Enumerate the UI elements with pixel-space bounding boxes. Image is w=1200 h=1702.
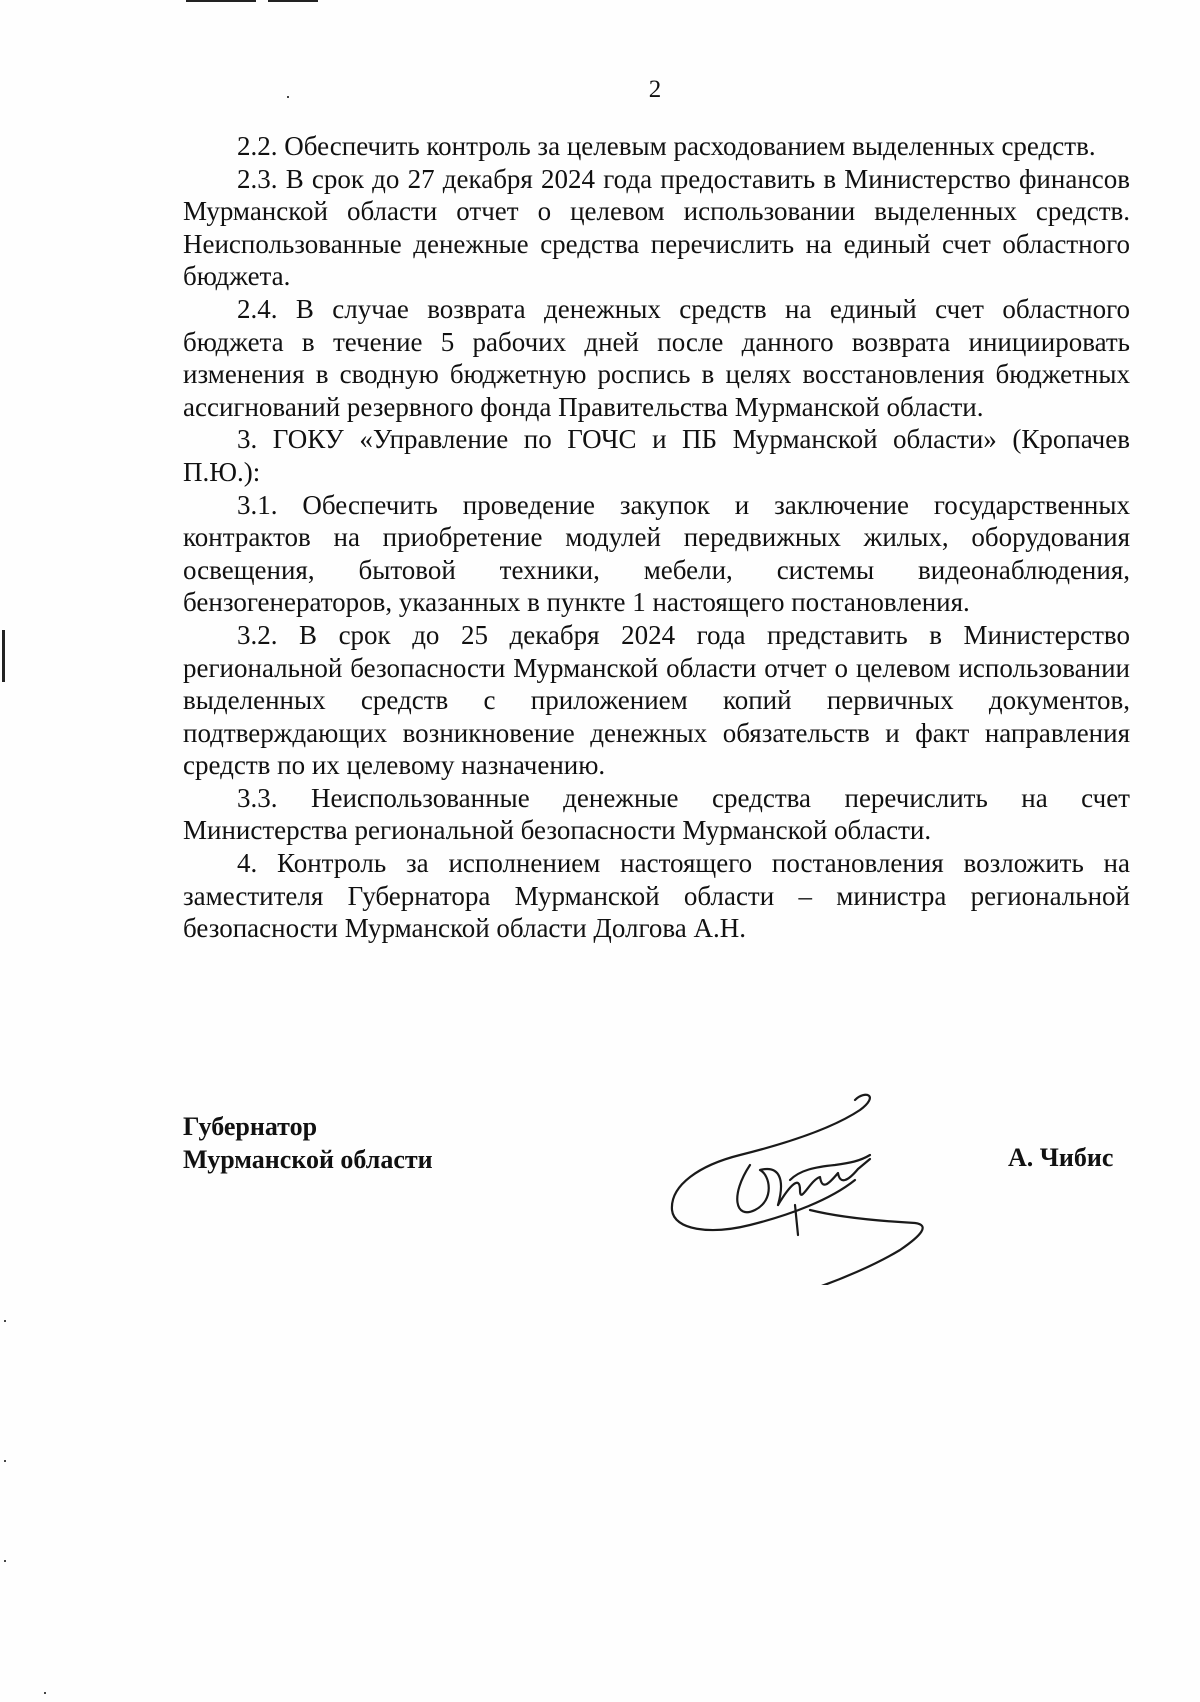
document-body (183, 130, 1130, 945)
paragraph-2-2: 2.2. Обеспечить контроль за целевым расходованием выделенных средств. (237, 131, 1096, 161)
scan-artifact-dot (4, 1320, 6, 1322)
paragraph-3: 3. ГОКУ «Управление по ГОЧС и ПБ Мурманской области» (Кропачев П.Ю.): (183, 424, 1130, 487)
scan-artifact-line (186, 0, 256, 2)
paragraph-3-3: 3.3. Неиспользованные денежные средства перечислить на счет Министерства региональной безопасности Мурманской области. (183, 782, 1130, 846)
scan-artifact-line (268, 0, 318, 2)
signatory-title: Губернатор (183, 1112, 318, 1141)
handwritten-signature (660, 1085, 950, 1285)
scan-artifact-bar (2, 630, 5, 682)
paragraph-2-3: 2.3. В срок до 27 декабря 2024 года предоставить в Министерство финансов Мурманской области отчет о целевом использовании выделенных средств. Неиспользованные денежные средства перечислить на единый счет областного бюджета. (183, 163, 1130, 292)
scan-artifact-dot (44, 1692, 46, 1694)
signatory-region: Мурманской области (183, 1145, 433, 1174)
paragraph-4: 4. Контроль за исполнением настоящего постановления возложить на заместителя Губернатора Мурманской области – министра региональной безопасности Мурманской области Долгова А.Н. (183, 848, 1130, 944)
paragraph-2-4: 2.4. В случае возврата денежных средств на единый счет областного бюджета в течение 5 рабочих дней после данного возврата инициировать изменения в сводную бюджетную роспись в целях восстановления бюджетных ассигнований резервного фонда Правительства Мурманской области. (183, 293, 1130, 422)
scan-artifact-dot (4, 1460, 6, 1462)
signatory-name: А. Чибис (1008, 1143, 1114, 1172)
signatory-position (183, 1110, 433, 1176)
scan-artifact-dot (4, 1560, 6, 1562)
paragraph-3-1: 3.1. Обеспечить проведение закупок и заключение государственных контрактов на приобретение модулей передвижных жилых, оборудования освещения, бытовой техники, мебели, системы видеонаблюдения, бензогенераторов, указанных в пункте 1 настоящего постановления. (183, 489, 1130, 618)
page-number: 2 (648, 76, 662, 103)
paragraph-3-2: 3.2. В срок до 25 декабря 2024 года представить в Министерство региональной безопасности Мурманской области отчет о целевом использовании выделенных средств с приложением копий первичных документов, подтверждающих возникновение денежных обязательств и факт направления средств по их целевому назначению. (183, 619, 1130, 781)
